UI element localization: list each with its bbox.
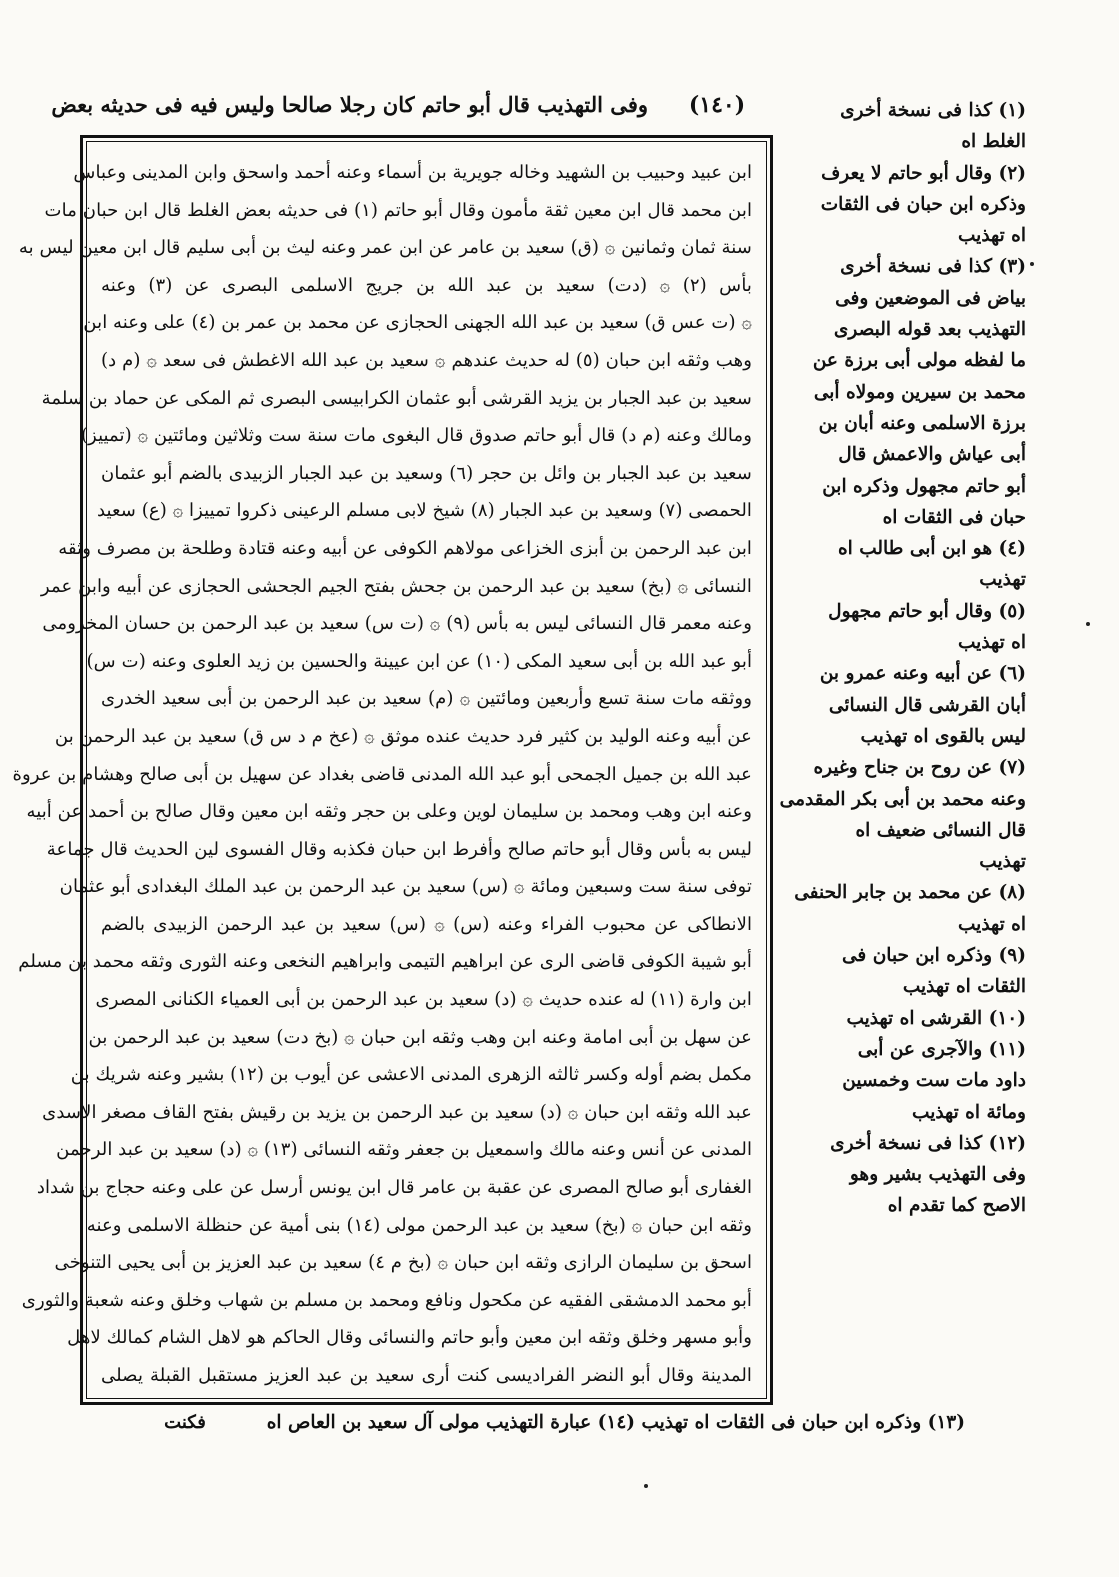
- main-text-line: المدينة وقال أبو النضر الفراديسى كنت أرى سعيد بن عبد العزيز مستقبل القبلة يصلى: [101, 1365, 752, 1386]
- margin-note-line: (٧) عن روح بن جناح وغيره: [813, 757, 1026, 779]
- main-text-line: وعنه ابن وهب ومحمد بن سليمان لوين وعلى بن حجر وثقه ابن معين وقال صالح بن أحمد عن أبيه: [26, 801, 752, 823]
- main-text-line: الحمصى (٧) وسعيد بن عبد الجبار (٨) شيخ لابى مسلم الرعينى ذكروا تمييزا ۞ (ع) سعيد: [96, 500, 752, 522]
- margin-note-line: بياض فى الموضعين وفى: [835, 287, 1026, 309]
- main-text-body: [12, 141, 767, 1399]
- main-text-line: بأس (٢) ۞ (دت) سعيد بن عبد الله بن جريج الاسلمى البصرى عن (٣) وعنه: [101, 274, 752, 296]
- margin-note-line: وذكره ابن حبان فى الثقات: [820, 193, 1026, 215]
- margin-note-line: أبى عياش والاعمش قال: [838, 444, 1026, 466]
- main-text-line: ابن عبد الرحمن بن أبزى الخزاعى مولاهم الكوفى عن أبيه وعنه قتادة وطلحة بن مصرف وثقه: [58, 537, 752, 559]
- margin-note-line: تهذيب: [979, 569, 1026, 591]
- margin-note-line: (٥) وقال أبو حاتم مجهول: [828, 600, 1026, 622]
- margin-note-line: ليس بالقوى اه تهذيب: [860, 725, 1026, 747]
- margin-note-line: (٦) عن أبيه وعنه عمرو بن: [819, 663, 1026, 685]
- margin-note-line: وفى التهذيب بشير وهو: [849, 1164, 1026, 1186]
- main-text-frame: [12, 135, 773, 1405]
- margin-note-line: محمد بن سيرين ومولاه أبى: [813, 381, 1026, 403]
- main-text-line: ابن وارة (١١) له عنده حديث ۞ (د) سعيد بن عبد الرحمن بن أبى العمياء الكنانى المصرى: [95, 989, 752, 1011]
- main-text-line: أبو محمد الدمشقى الفقيه عن مكحول ونافع ومحمد بن مسلم بن شهاب وخلق وعنه شعبة والثورى: [21, 1289, 752, 1311]
- main-text-line: سنة ثمان وثمانين ۞ (ق) سعيد بن عامر عن ابن عمر وعنه ليث بن أبى سليم قال ابن معين ليس به: [18, 237, 752, 259]
- margin-note-line: اه تهذيب: [958, 632, 1026, 654]
- margin-note-line: أبو حاتم مجهول وذكره ابن: [822, 475, 1026, 497]
- running-header-text: وفى التهذيب قال أبو حاتم كان رجلا صالحا وليس فيه فى حديثه بعض: [51, 92, 648, 117]
- margin-note-line: التهذيب بعد قوله البصرى: [833, 319, 1026, 341]
- main-text-line: وأبو مسهر وخلق وثقه ابن معين وأبو حاتم والنسائى وقال الحاكم هو لاهل الشام كمالك لاهل: [67, 1327, 752, 1349]
- main-text-line: ابن محمد قال ابن معين ثقة مأمون وقال أبو حاتم (١) فى حديثه بعض الغلط قال ابن حبان مات: [44, 199, 752, 221]
- main-text-line: وثقه ابن حبان ۞ (بخ) سعيد بن عبد الرحمن مولى (١٤) بنى أمية عن حنظلة الاسلمى وعنه: [86, 1214, 752, 1236]
- margin-note-line: (٤) هو ابن أبى طالب اه: [837, 538, 1026, 560]
- margin-note-line: (٨) عن محمد بن جابر الحنفى: [794, 882, 1026, 904]
- margin-note-line: أبان القرشى قال النسائى: [828, 694, 1026, 716]
- main-text-line: الغفارى أبو صالح المصرى عن عقبة بن عامر قال ابن يونس أرسل عن على وعنه حجاج بن شداد: [36, 1177, 752, 1199]
- margin-note-line: الاصح كما تقدم اه: [887, 1195, 1026, 1217]
- margin-note-line: (١١) والآجرى عن أبى: [857, 1038, 1026, 1060]
- margin-note-line: ومائة اه تهذيب: [912, 1101, 1026, 1123]
- margin-note-line: (٢) وقال أبو حاتم لا يعرف: [821, 162, 1026, 184]
- margin-note-line: اه تهذيب: [958, 913, 1026, 935]
- footnote-continuation: (١٣) وذكره ابن حبان فى الثقات اه تهذيب (١٤) عبارة التهذيب مولى آل سعيد بن العاص اه: [266, 1412, 965, 1433]
- margin-note-line: تهذيب: [979, 851, 1026, 873]
- main-text-line: ووثقه مات سنة تسع وأربعين ومائتين ۞ (م) سعيد بن عبد الرحمن بن أبى سعيد الخدرى: [101, 688, 752, 710]
- main-text-line: توفى سنة ست وسبعين ومائة ۞ (س) سعيد بن عبد الرحمن بن عبد الملك البغدادى أبو عثمان: [59, 876, 752, 898]
- margin-note-line: حبان فى الثقات اه: [882, 506, 1026, 528]
- margin-note-line: (٩) وذكره ابن حبان فى: [842, 945, 1026, 967]
- main-text-line: عن أبيه وعنه الوليد بن كثير فرد حديث عنده موثق ۞ (عخ م د س ق) سعيد بن عبد الرحمن بن: [54, 725, 752, 747]
- main-text-line: المدنى عن أنس وعنه مالك واسمعيل بن جعفر وثقه النسائى (١٣) ۞ (د) سعيد بن عبد الرحمن: [56, 1139, 752, 1161]
- main-text-line: وهب وثقه ابن حبان (٥) له حديث عندهم ۞ سعيد بن عبد الله الاغطش فى سعد ۞ (م د): [101, 349, 752, 371]
- main-text-line: مكمل بضم أوله وكسر ثالثه الزهرى المدنى الاعشى عن أيوب بن (١٢) بشير وعنه شريك بن: [70, 1064, 752, 1086]
- main-text-line: النسائى ۞ (بخ) سعيد بن عبد الرحمن بن جحش بفتح الجيم الجحشى الحجازى عن أبيه وابن عمر: [40, 575, 752, 597]
- margin-note-line: (١٠) القرشى اه تهذيب: [846, 1007, 1026, 1029]
- main-text-line: عبد الله وثقه ابن حبان ۞ (د) سعيد بن عبد الرحمن بن يزيد بن رقيش بفتح القاف مصغر الاسدى: [42, 1101, 752, 1123]
- margin-note-line: اه تهذيب: [958, 225, 1026, 247]
- main-text-line: أبو شيبة الكوفى قاضى الرى عن ابراهيم التيمى وابراهيم النخعى وعنه الثورى وثقه محمد بن مسلم: [18, 951, 752, 973]
- margin-note-line: ما لفظه مولى أبى برزة عن: [812, 350, 1026, 372]
- catchword: فكنت: [164, 1412, 206, 1433]
- main-text-line: سعيد بن عبد الجبار بن يزيد القرشى أبو عثمان الكرابيسى البصرى ثم المكى عن حماد بن سلمة: [41, 387, 752, 409]
- speck: [1086, 622, 1090, 626]
- margin-note-line: وعنه محمد بن أبى بكر المقدمى: [779, 788, 1026, 810]
- margin-note-line: (١٢) كذا فى نسخة أخرى: [830, 1132, 1026, 1154]
- margin-note-line: الغلط اه: [961, 131, 1026, 153]
- main-text-line: أبو عبد الله بن أبى سعيد المكى (١٠) عن ابن عيينة والحسين بن زيد العلوى وعنه (ت س): [86, 650, 752, 672]
- main-text-line: الانطاكى عن محبوب الفراء وعنه (س) ۞ (س) سعيد بن عبد الرحمن الزبيدى بالضم: [101, 913, 752, 935]
- main-text-line: عن سهل بن أبى امامة وعنه ابن وهب وثقه ابن حبان ۞ (بخ دت) سعيد بن عبد الرحمن بن: [88, 1026, 752, 1048]
- margin-note-line: (١) كذا فى نسخة أخرى: [840, 100, 1026, 121]
- main-text-line: عبد الله بن جميل الجمحى أبو عبد الله المدنى قاضى بغداد عن سهيل بن أبى صالح وهشام بن عروة: [12, 763, 752, 785]
- margin-note-line: برزة الاسلمى وعنه أبان بن: [818, 412, 1026, 434]
- main-text-line: ليس به بأس وقال أبو حاتم صالح وأفرط ابن حبان فكذبه وقال الفسوى لين الحديث قال جماعة: [46, 838, 752, 860]
- margin-note-line: الثقات اه تهذيب: [902, 976, 1026, 998]
- main-text-line: ومالك وعنه (م د) قال أبو حاتم صدوق قال البغوى مات سنة ست وثلاثين ومائتين ۞ (تمييز): [80, 425, 752, 447]
- speck: [1030, 262, 1034, 266]
- page-number: (١٤٠): [688, 92, 746, 118]
- main-text-line: سعيد بن عبد الجبار بن وائل بن حجر (٦) وسعيد بن عبد الجبار الزبيدى بالضم أبو عثمان: [101, 462, 752, 484]
- main-text-line: ابن عبيد وحبيب بن الشهيد وخاله جويرية بن أسماء وعنه أحمد واسحق وابن المدينى وعباس: [73, 162, 752, 183]
- margin-notes: [776, 95, 1026, 1222]
- margin-note-line: داود مات ست وخمسين: [842, 1070, 1026, 1092]
- margin-note-line: (٣) كذا فى نسخة أخرى: [840, 256, 1026, 278]
- main-text-line: وعنه معمر قال النسائى ليس به بأس (٩) ۞ (ت س) سعيد بن عبد الرحمن بن حسان المخزومى: [42, 613, 752, 635]
- main-text-line: اسحق بن سليمان الرازى وثقه ابن حبان ۞ (بخ م ٤) سعيد بن عبد العزيز بن أبى يحيى التنوخى: [54, 1252, 752, 1274]
- main-text-line: ۞ (ت عس ق) سعيد بن عبد الله الجهنى الحجازى عن محمد بن عمر بن (٤) على وعنه ابن: [83, 312, 752, 334]
- speck: [644, 1484, 648, 1488]
- margin-note-line: قال النسائى ضعيف اه: [855, 819, 1026, 841]
